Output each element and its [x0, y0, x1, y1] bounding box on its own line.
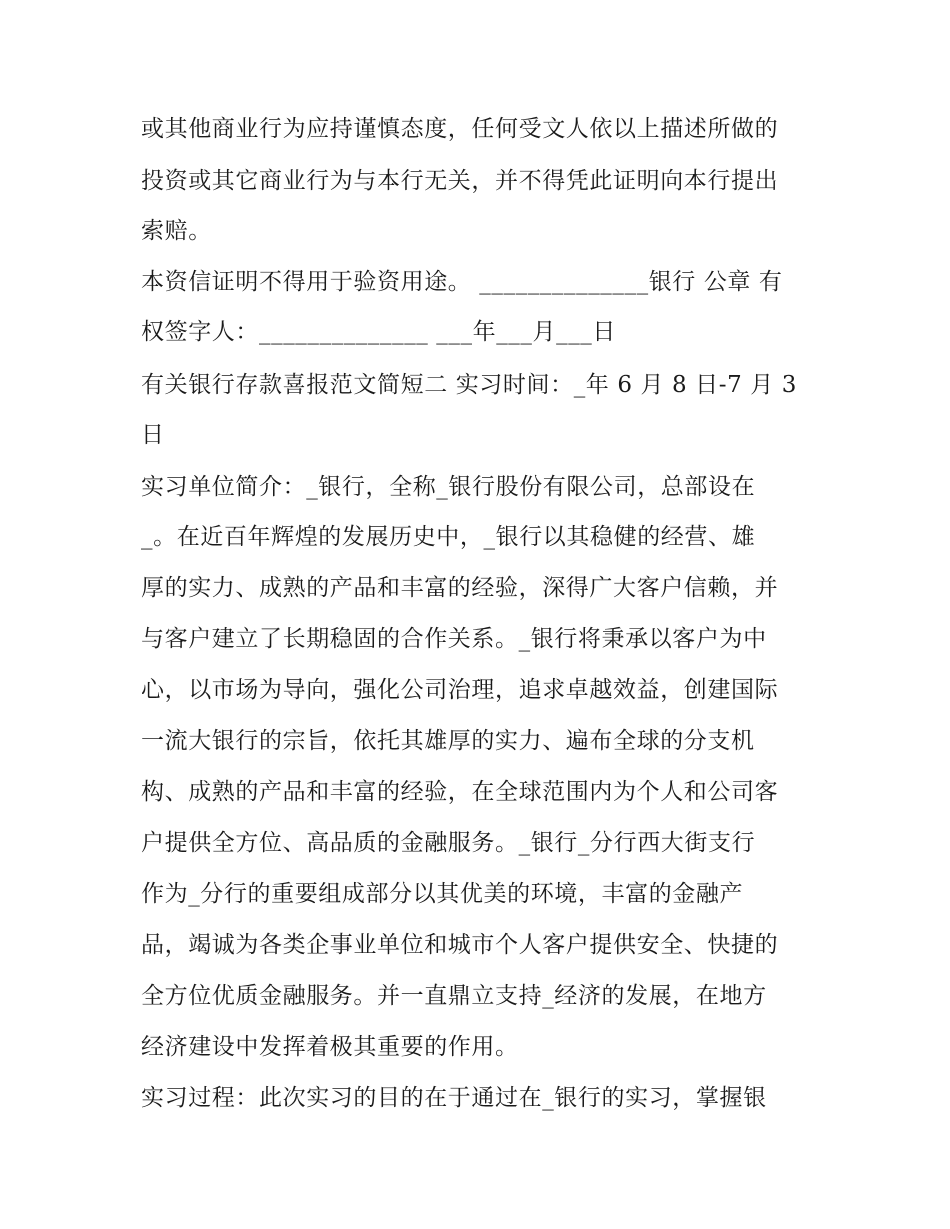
- text-line: 厚的实力、成熟的产品和丰富的经验，深得广大客户信赖，并: [141, 575, 779, 601]
- text-line: 经济建设中发挥着极其重要的作用。: [141, 1034, 519, 1060]
- text-line: 有关银行存款喜报范文简短二 实习时间：_年 6 月 8 日-7 月 3: [141, 372, 797, 398]
- text-line: 户提供全方位、高品质的金融服务。_银行_分行西大街支行: [141, 830, 756, 856]
- text-line: 一流大银行的宗旨，依托其雄厚的实力、遍布全球的分支机: [141, 728, 755, 754]
- text-line: _。在近百年辉煌的发展历史中，_银行以其稳健的经营、雄: [141, 524, 756, 550]
- text-line: 作为_分行的重要组成部分以其优美的环境，丰富的金融产: [141, 881, 744, 907]
- text-line: 权签字人：______________ ___年___月___日: [141, 319, 617, 345]
- text-line: 日: [141, 422, 165, 448]
- text-line: 或其他商业行为应持谨慎态度，任何受文人依以上描述所做的: [141, 116, 779, 142]
- text-line: 本资信证明不得用于验资用途。 ______________银行 公章 有: [141, 269, 783, 295]
- text-line: 索赔。: [141, 218, 212, 244]
- text-line: 实习单位简介：_银行，全称_银行股份有限公司，总部设在: [141, 474, 756, 500]
- text-line: 构、成熟的产品和丰富的经验，在全球范围内为个人和公司客: [141, 779, 779, 805]
- text-line: 品，竭诚为各类企事业单位和城市个人客户提供安全、快捷的: [141, 932, 779, 958]
- text-line: 与客户建立了长期稳固的合作关系。_银行将秉承以客户为中: [141, 626, 767, 652]
- text-line: 心，以市场为导向，强化公司治理，追求卓越效益，创建国际: [141, 677, 779, 703]
- text-line: 实习过程：此次实习的目的在于通过在_银行的实习，掌握银: [141, 1085, 767, 1111]
- text-line: 投资或其它商业行为与本行无关，并不得凭此证明向本行提出: [141, 168, 779, 194]
- text-line: 全方位优质金融服务。并一直鼎立支持_经济的发展，在地方: [141, 983, 767, 1009]
